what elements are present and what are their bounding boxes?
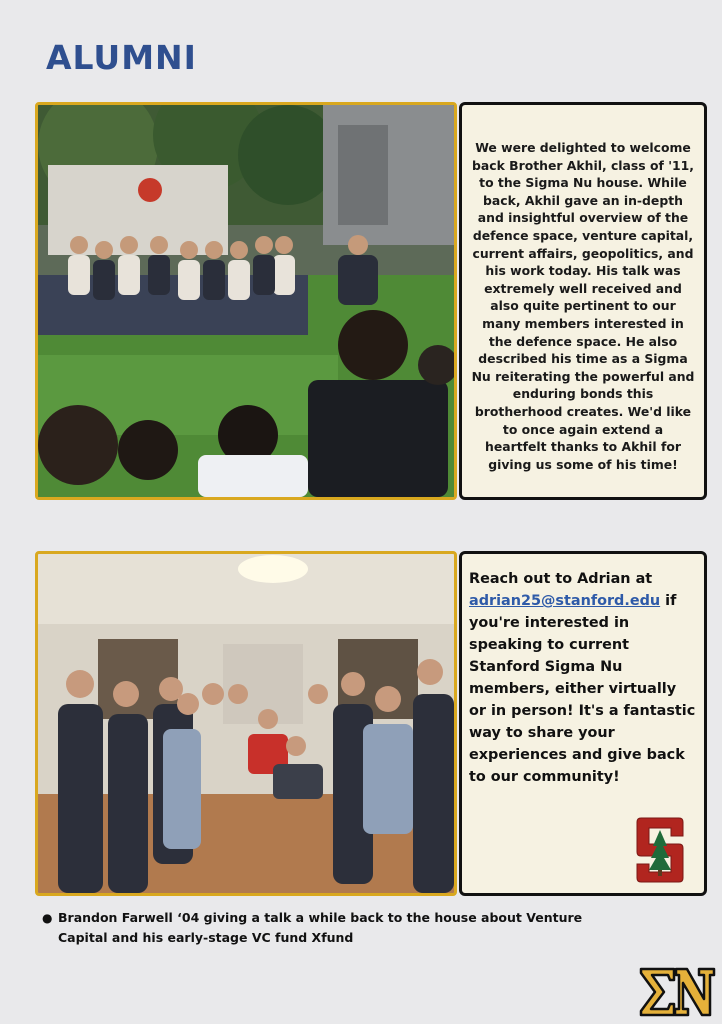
- sigma-nu-logo-icon: [638, 966, 716, 1018]
- stanford-s-tree-logo-icon: [635, 816, 685, 884]
- contact-email-link[interactable]: adrian25@stanford.edu: [469, 593, 661, 609]
- alumni-talk-description-box: [459, 102, 707, 500]
- alumni-talk-photo: [35, 102, 457, 500]
- alumni-talk-description: We were delighted to welcome back Brother Akhil, class of '11, to the Sigma Nu house. While back, Akhil gave an in-depth and insightful overview of the defence space, venture capital, current affairs, geopolitics, and his work today. His talk was extremely well received and also quite pertinent to our many members interested in the defence space. He also described his time as a Sigma Nu reiterating the powerful and enduring bonds this brotherhood creates. We'd like to once again extend a heartfelt thanks to Akhil for giving us some of his time!: [471, 140, 695, 472]
- contact-info-text: [469, 568, 696, 788]
- contact-text-before: Reach out to Adrian at: [469, 571, 653, 587]
- bullet-icon: ●: [42, 911, 53, 925]
- photo-caption-text: Brandon Farwell ‘04 giving a talk a while back to the house about Venture Capital and his early-stage VC fund Xfund: [58, 910, 583, 945]
- contact-text-after: if you're interested in speaking to current Stanford Sigma Nu members, either virtually or in person! It's a fantastic way to share your experiences and give back to our community!: [469, 593, 696, 785]
- photo-caption: [42, 908, 602, 948]
- group-photo: [35, 551, 457, 896]
- contact-info-box: [459, 551, 707, 896]
- page-title: ALUMNI: [46, 38, 197, 77]
